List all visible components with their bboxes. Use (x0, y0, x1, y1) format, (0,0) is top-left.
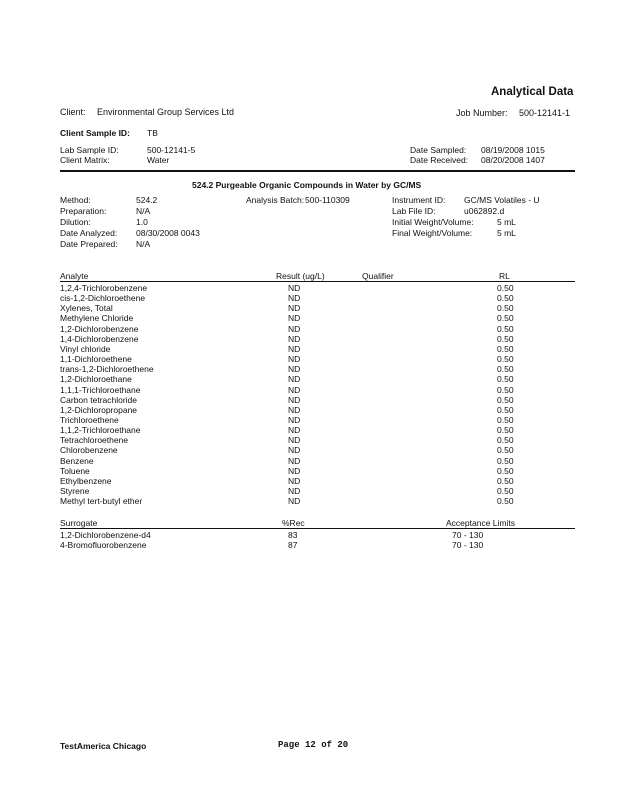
result-value: ND (288, 283, 301, 293)
job-number-label: Job Number: (456, 108, 508, 118)
table-row (60, 466, 580, 476)
analyte-name: Toluene (60, 465, 90, 476)
rl-value: 0.50 (497, 283, 514, 293)
rl-value: 0.50 (497, 414, 514, 425)
client-value: Environmental Group Services Ltd (97, 107, 235, 117)
rl-value: 0.50 (497, 465, 514, 476)
table-row (60, 486, 580, 496)
qualifier-column-header: Qualifier (362, 271, 394, 281)
results-header-divider (60, 281, 575, 282)
result-value: ND (288, 313, 301, 324)
result-value: ND (288, 384, 301, 395)
surrogate-limits: 70 - 130 (452, 540, 484, 550)
surrogate-name: 1,2-Dichlorobenzene-d4 (60, 530, 151, 540)
result-value: ND (288, 455, 301, 466)
surrogate-rec: 87 (288, 540, 298, 550)
table-row (60, 476, 580, 486)
result-value: ND (288, 404, 301, 415)
result-value: ND (288, 323, 301, 334)
rl-value: 0.50 (497, 333, 514, 344)
table-row (60, 293, 580, 303)
analyte-name: Xylenes, Total (60, 303, 113, 314)
result-value: ND (288, 486, 301, 496)
lab-file-value: u062892.d (464, 206, 505, 216)
lab-file-label: Lab File ID: (392, 206, 436, 216)
final-weight-label: Final Weight/Volume: (392, 228, 473, 238)
result-value: ND (288, 364, 301, 375)
header-divider (60, 170, 575, 172)
client-matrix-value: Water (147, 155, 170, 165)
table-row (60, 405, 580, 415)
final-weight-value: 5 mL (497, 228, 516, 238)
surrogate-name: 4-Bromofluorobenzene (60, 540, 147, 550)
method-label: Method: (60, 195, 91, 205)
table-row (60, 344, 580, 354)
table-row (60, 374, 580, 384)
footer-lab-name: TestAmerica Chicago (60, 741, 147, 751)
date-analyzed-value: 08/30/2008 0043 (136, 228, 200, 238)
surrogate-row (60, 540, 580, 550)
rec-column-header: %Rec (282, 518, 305, 528)
analyte-name: Trichloroethene (60, 414, 119, 425)
rl-value: 0.50 (497, 394, 514, 405)
instrument-value: GC/MS Volatiles - U (464, 195, 540, 205)
analyte-name: 1,1,2-Trichloroethane (60, 425, 141, 436)
analyte-name: Ethylbenzene (60, 475, 112, 486)
rl-value: 0.50 (497, 445, 514, 456)
analyte-name: 1,2-Dichlorobenzene (60, 323, 139, 334)
table-row (60, 364, 580, 374)
result-value: ND (288, 354, 301, 365)
rl-value: 0.50 (497, 435, 514, 446)
analyte-name: Methyl tert-butyl ether (60, 496, 143, 507)
analyte-name: 1,1,1-Trichloroethane (60, 384, 141, 395)
date-analyzed-label: Date Analyzed: (60, 228, 118, 238)
date-sampled-label: Date Sampled: (410, 145, 467, 155)
rl-value: 0.50 (497, 343, 514, 354)
table-row (60, 435, 580, 445)
result-value: ND (288, 303, 301, 314)
table-row (60, 324, 580, 334)
analyte-name: 1,2-Dichloroethane (60, 374, 132, 385)
analyte-name: trans-1,2-Dichloroethene (60, 364, 154, 375)
analyte-name: cis-1,2-Dichloroethene (60, 293, 146, 304)
result-value: ND (288, 445, 301, 456)
date-received-value: 08/20/2008 1407 (481, 155, 545, 165)
client-sample-value: TB (147, 128, 158, 138)
page-title: Analytical Data (491, 86, 574, 98)
rl-value: 0.50 (497, 364, 514, 375)
client-matrix-label: Client Matrix: (60, 155, 110, 165)
surrogate-row (60, 530, 580, 540)
table-row (60, 354, 580, 364)
rl-value: 0.50 (497, 313, 514, 324)
page-number: Page 12 of 20 (278, 740, 349, 750)
date-received-label: Date Received: (410, 155, 469, 165)
surrogate-header-divider (60, 528, 575, 529)
initial-weight-label: Initial Weight/Volume: (392, 217, 474, 227)
rl-value: 0.50 (497, 425, 514, 436)
rl-column-header: RL (499, 271, 510, 281)
rl-value: 0.50 (497, 323, 514, 334)
date-prepared-label: Date Prepared: (60, 239, 118, 249)
rl-value: 0.50 (497, 384, 514, 395)
client-sample-label: Client Sample ID: (60, 128, 130, 138)
analyte-column-header: Analyte (60, 271, 89, 281)
rl-value: 0.50 (497, 293, 514, 304)
result-value: ND (288, 465, 301, 476)
result-value: ND (288, 333, 301, 344)
rl-value: 0.50 (497, 354, 514, 365)
surrogate-column-header: Surrogate (60, 518, 98, 528)
client-label: Client: (60, 107, 86, 117)
analyte-name: Methylene Chloride (60, 313, 134, 324)
result-value: ND (288, 435, 301, 446)
table-row (60, 313, 580, 323)
table-row (60, 456, 580, 466)
table-row (60, 415, 580, 425)
lab-sample-label: Lab Sample ID: (60, 145, 119, 155)
preparation-label: Preparation: (60, 206, 107, 216)
rl-value: 0.50 (497, 455, 514, 466)
analyte-name: Tetrachloroethene (60, 435, 129, 446)
analyte-name: Carbon tetrachloride (60, 394, 138, 405)
result-value: ND (288, 293, 301, 304)
lab-sample-value: 500-12141-5 (147, 145, 196, 155)
dilution-label: Dilution: (60, 217, 91, 227)
result-value: ND (288, 394, 301, 405)
surrogate-limits: 70 - 130 (452, 530, 484, 540)
table-row (60, 395, 580, 405)
result-value: ND (288, 343, 301, 354)
analyte-name: Vinyl chloride (60, 343, 111, 354)
method-value: 524.2 (136, 195, 158, 205)
table-row (60, 445, 580, 455)
analyte-name: 1,2-Dichloropropane (60, 404, 138, 415)
result-value: ND (288, 374, 301, 385)
instrument-label: Instrument ID: (392, 195, 446, 205)
analyte-name: Chlorobenzene (60, 445, 118, 456)
analyte-name: 1,4-Dichlorobenzene (60, 333, 139, 344)
method-title: 524.2 Purgeable Organic Compounds in Water by GC/MS (192, 180, 422, 190)
rl-value: 0.50 (497, 475, 514, 486)
rl-value: 0.50 (497, 404, 514, 415)
table-row (60, 334, 580, 344)
preparation-value: N/A (136, 206, 151, 216)
analyte-name: 1,1-Dichloroethene (60, 354, 132, 365)
job-number-value: 500-12141-1 (519, 108, 571, 118)
result-value: ND (288, 414, 301, 425)
rl-value: 0.50 (497, 496, 514, 507)
table-row (60, 283, 580, 293)
table-row (60, 385, 580, 395)
analysis-batch-label: Analysis Batch: (246, 195, 305, 205)
table-row (60, 496, 580, 506)
initial-weight-value: 5 mL (497, 217, 516, 227)
dilution-value: 1.0 (136, 217, 148, 227)
table-row (60, 303, 580, 313)
result-value: ND (288, 425, 301, 436)
analyte-name: Benzene (60, 455, 94, 466)
rl-value: 0.50 (497, 486, 514, 496)
result-value: ND (288, 475, 301, 486)
analyte-name: Styrene (60, 486, 90, 496)
surrogate-rec: 83 (288, 530, 298, 540)
analyte-name: 1,2,4-Trichlorobenzene (60, 283, 148, 293)
date-prepared-value: N/A (136, 239, 151, 249)
date-sampled-value: 08/19/2008 1015 (481, 145, 545, 155)
result-column-header: Result (ug/L) (276, 271, 325, 281)
table-row (60, 425, 580, 435)
rl-value: 0.50 (497, 374, 514, 385)
limits-column-header: Acceptance Limits (446, 518, 515, 528)
rl-value: 0.50 (497, 303, 514, 314)
analysis-batch-value: 500-110309 (305, 195, 350, 205)
result-value: ND (288, 496, 301, 507)
